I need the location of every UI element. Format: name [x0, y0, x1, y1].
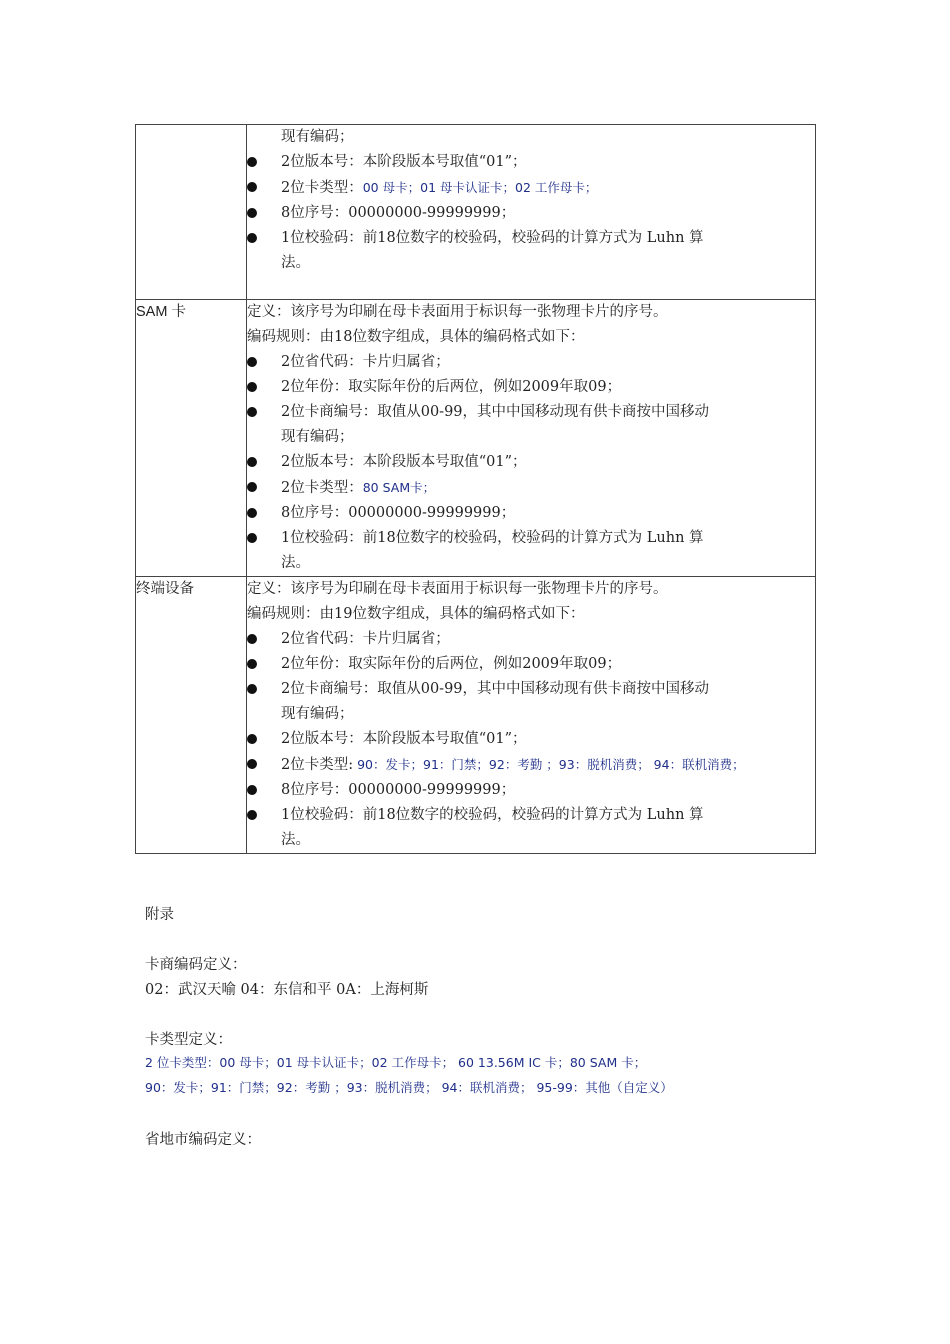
card-type-values: 80 SAM卡； — [362, 480, 436, 495]
item-text: 2位版本号：本阶段版本号取值“01”； — [281, 454, 527, 470]
list-item — [247, 526, 815, 551]
list-item — [247, 475, 815, 501]
row-label: 终端设备 — [136, 577, 247, 854]
row-label: SAM 卡 — [136, 300, 247, 577]
continuation-text: 现有编码； — [281, 706, 354, 722]
row-description — [247, 300, 816, 577]
bullet-icon — [247, 208, 257, 218]
list-item — [247, 677, 815, 702]
paragraph-text: 定义：该序号为印刷在母卡表面用于标识每一张物理卡片的序号。 — [247, 581, 668, 597]
appendix-title: 附录 — [145, 907, 174, 923]
item-text: 1位校验码：前18位数字的校验码，校验码的计算方式为 Luhn 算 — [281, 807, 704, 823]
item-text: 2位版本号：本阶段版本号取值“01”； — [281, 731, 527, 747]
table-row — [136, 125, 816, 300]
bullet-icon — [247, 382, 257, 392]
continuation-text: 现有编码； — [281, 129, 354, 145]
bullet-icon — [247, 634, 257, 644]
list-item — [247, 150, 815, 175]
paragraph-text: 编码规则：由18位数字组成，具体的编码格式如下： — [247, 329, 585, 345]
card-type-values: 90：发卡；91：门禁；92：考勤 ；93：脱机消费； 94：联机消费； — [353, 757, 745, 772]
card-type-heading: 卡类型定义： — [145, 1032, 232, 1048]
item-text: 2位省代码：卡片归属省； — [281, 631, 450, 647]
list-item — [247, 652, 815, 677]
item-text: 8位序号：00000000-99999999； — [281, 782, 516, 798]
item-text: 2位版本号：本阶段版本号取值“01”； — [281, 154, 527, 170]
continuation-text: 法。 — [281, 555, 310, 571]
bullet-icon — [247, 157, 257, 167]
continuation-text: 现有编码； — [281, 429, 354, 445]
item-text: 2位年份：取实际年份的后两位，例如2009年取09； — [281, 379, 622, 395]
list-item — [247, 226, 815, 251]
card-type-line-2: 90：发卡；91：门禁；92：考勤 ；93：脱机消费； 94：联机消费； 95-99：其他（自定义） — [145, 1080, 673, 1095]
bullet-icon — [247, 810, 257, 820]
list-item — [247, 803, 815, 828]
row-description — [247, 577, 816, 854]
bullet-icon — [247, 457, 257, 467]
vendor-code-line: 02：武汉天喻 04：东信和平 0A：上海柯斯 — [145, 982, 429, 998]
item-text: 2位年份：取实际年份的后两位，例如2009年取09； — [281, 656, 622, 672]
list-item — [247, 201, 815, 226]
item-text: 1位校验码：前18位数字的校验码，校验码的计算方式为 Luhn 算 — [281, 230, 704, 246]
row-label — [136, 125, 247, 300]
list-item — [247, 350, 815, 375]
bullet-icon — [247, 533, 257, 543]
paragraph-text: 定义：该序号为印刷在母卡表面用于标识每一张物理卡片的序号。 — [247, 304, 668, 320]
row-description — [247, 125, 816, 300]
list-item — [247, 175, 815, 201]
item-text: 2位省代码：卡片归属省； — [281, 354, 450, 370]
bullet-icon — [247, 659, 257, 669]
bullet-icon — [247, 233, 257, 243]
list-item — [247, 400, 815, 425]
item-text: 8位序号：00000000-99999999； — [281, 505, 516, 521]
bullet-icon — [247, 785, 257, 795]
bullet-icon — [247, 684, 257, 694]
bullet-icon — [247, 482, 257, 492]
serial-spec-table — [135, 124, 816, 854]
card-type-line-1: 2 位卡类型：00 母卡；01 母卡认证卡；02 工作母卡； 60 13.56M IC 卡；80 SAM 卡； — [145, 1055, 647, 1070]
list-item — [247, 375, 815, 400]
table-row — [136, 577, 816, 854]
continuation-text: 法。 — [281, 832, 310, 848]
list-item — [247, 752, 815, 778]
bullet-icon — [247, 407, 257, 417]
item-label: 2位卡类型: — [281, 757, 354, 773]
list-item — [247, 501, 815, 526]
item-text: 2位卡商编号：取值从00-99，其中中国移动现有供卡商按中国移动 — [281, 404, 710, 420]
vendor-code-heading: 卡商编码定义： — [145, 957, 247, 973]
bullet-icon — [247, 357, 257, 367]
table-row — [136, 300, 816, 577]
paragraph-text: 编码规则：由19位数字组成，具体的编码格式如下： — [247, 606, 585, 622]
item-label: 2位卡类型： — [281, 180, 363, 196]
continuation-text: 法。 — [281, 255, 310, 271]
region-code-heading: 省地市编码定义： — [145, 1132, 261, 1148]
list-item — [247, 727, 815, 752]
bullet-icon — [247, 182, 257, 192]
bullet-icon — [247, 508, 257, 518]
card-type-values: 00 母卡；01 母卡认证卡；02 工作母卡； — [362, 180, 598, 195]
list-item — [247, 450, 815, 475]
item-text: 8位序号：00000000-99999999； — [281, 205, 516, 221]
bullet-icon — [247, 734, 257, 744]
bullet-icon — [247, 759, 257, 769]
item-text: 2位卡商编号：取值从00-99，其中中国移动现有供卡商按中国移动 — [281, 681, 710, 697]
item-label: 2位卡类型： — [281, 480, 363, 496]
item-text: 1位校验码：前18位数字的校验码，校验码的计算方式为 Luhn 算 — [281, 530, 704, 546]
list-item — [247, 627, 815, 652]
list-item — [247, 778, 815, 803]
